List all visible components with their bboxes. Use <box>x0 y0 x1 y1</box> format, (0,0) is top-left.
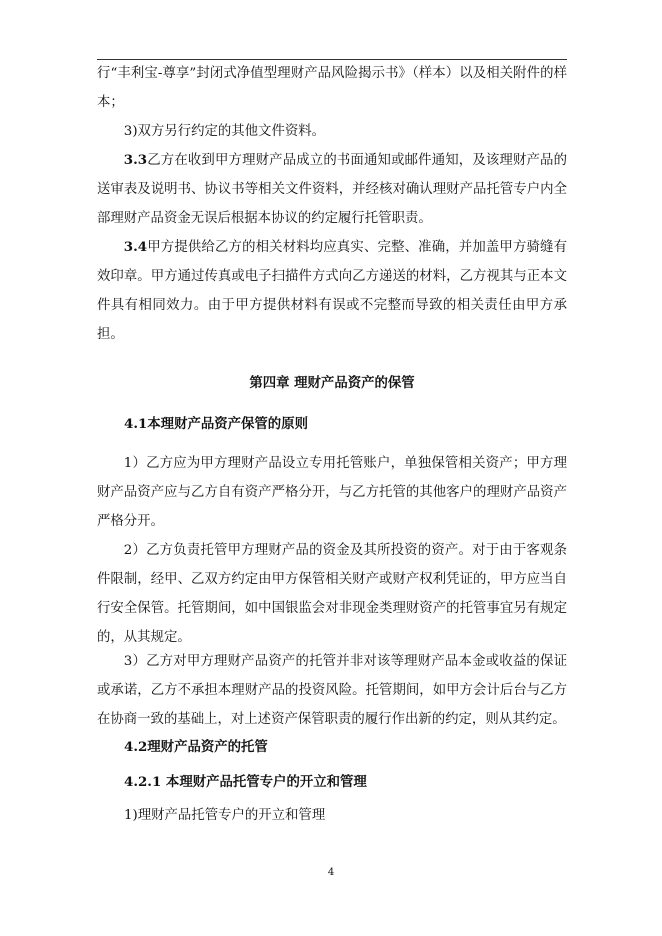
clause-3-3-number: 3.3 <box>123 152 148 168</box>
section-4-1-paragraph-2: 2）乙方负责托管甲方理财产品的资金及其所投资的资产。对于由于客观条件限制，经甲、乙双方约定由甲方保管相关财产或财产权利凭证的，甲方应当自行安全保管。托管期间，如中国银监会对非现金类理财资产的托管事宜另有规定的，从其规定。 <box>97 543 567 645</box>
section-4-1-paragraph-1: 1）乙方应为甲方理财产品设立专用托管账户，单独保管相关资产；甲方理财产品资产应与乙方自有资产严格分开，与乙方托管的其他客户的理财产品资产严格分开。 <box>97 456 567 529</box>
clause-3-4-number: 3.4 <box>123 239 148 255</box>
page-number: 4 <box>327 867 335 878</box>
clause-3-4-paragraph <box>97 233 567 349</box>
item-3-paragraph: 3)双方另行约定的其他文件资料。 <box>123 124 326 139</box>
clause-3-4-text: 甲方提供给乙方的相关材料均应真实、完整、准确，并加盖甲方骑缝有效印章。甲方通过传真或电子扫描件方式向乙方递送的材料，乙方视其与正本文件具有相同效力。由于甲方提供材料有误或不完整而导致的相关责任由甲方承担。 <box>97 240 567 342</box>
clause-3-3-text: 乙方在收到甲方理财产品成立的书面通知或邮件通知，及该理财产品的送审表及说明书、协议书等相关文件资料，并经核对确认理财产品托管专户内全部理财产品资金无误后根据本协议的约定履行托管职责。 <box>97 153 567 226</box>
section-4-1-heading: 4.1本理财产品资产保管的原则 <box>124 416 308 432</box>
clause-3-3-paragraph <box>97 146 567 233</box>
chapter-title: 第四章 理财产品资产的保管 <box>249 375 415 391</box>
section-4-1-paragraph-3: 3）乙方对甲方理财产品资产的托管并非对该等理财产品本金或收益的保证或承诺，乙方不承担本理财产品的投资风险。托管期间，如甲方会计后台与乙方在协商一致的基础上，对上述资产保管职责的履行作出新的约定，则从其约定。 <box>97 654 567 727</box>
continuation-paragraph: 行“丰利宝-尊享”封闭式净值型理财产品风险揭示书》（样本）以及相关附件的样本； <box>97 66 567 110</box>
section-4-2-heading: 4.2理财产品资产的托管 <box>124 739 268 755</box>
section-4-2-1-heading: 4.2.1 本理财产品托管专户的开立和管理 <box>124 774 367 790</box>
item-1-open-line: 1)理财产品托管专户的开立和管理 <box>124 808 326 823</box>
